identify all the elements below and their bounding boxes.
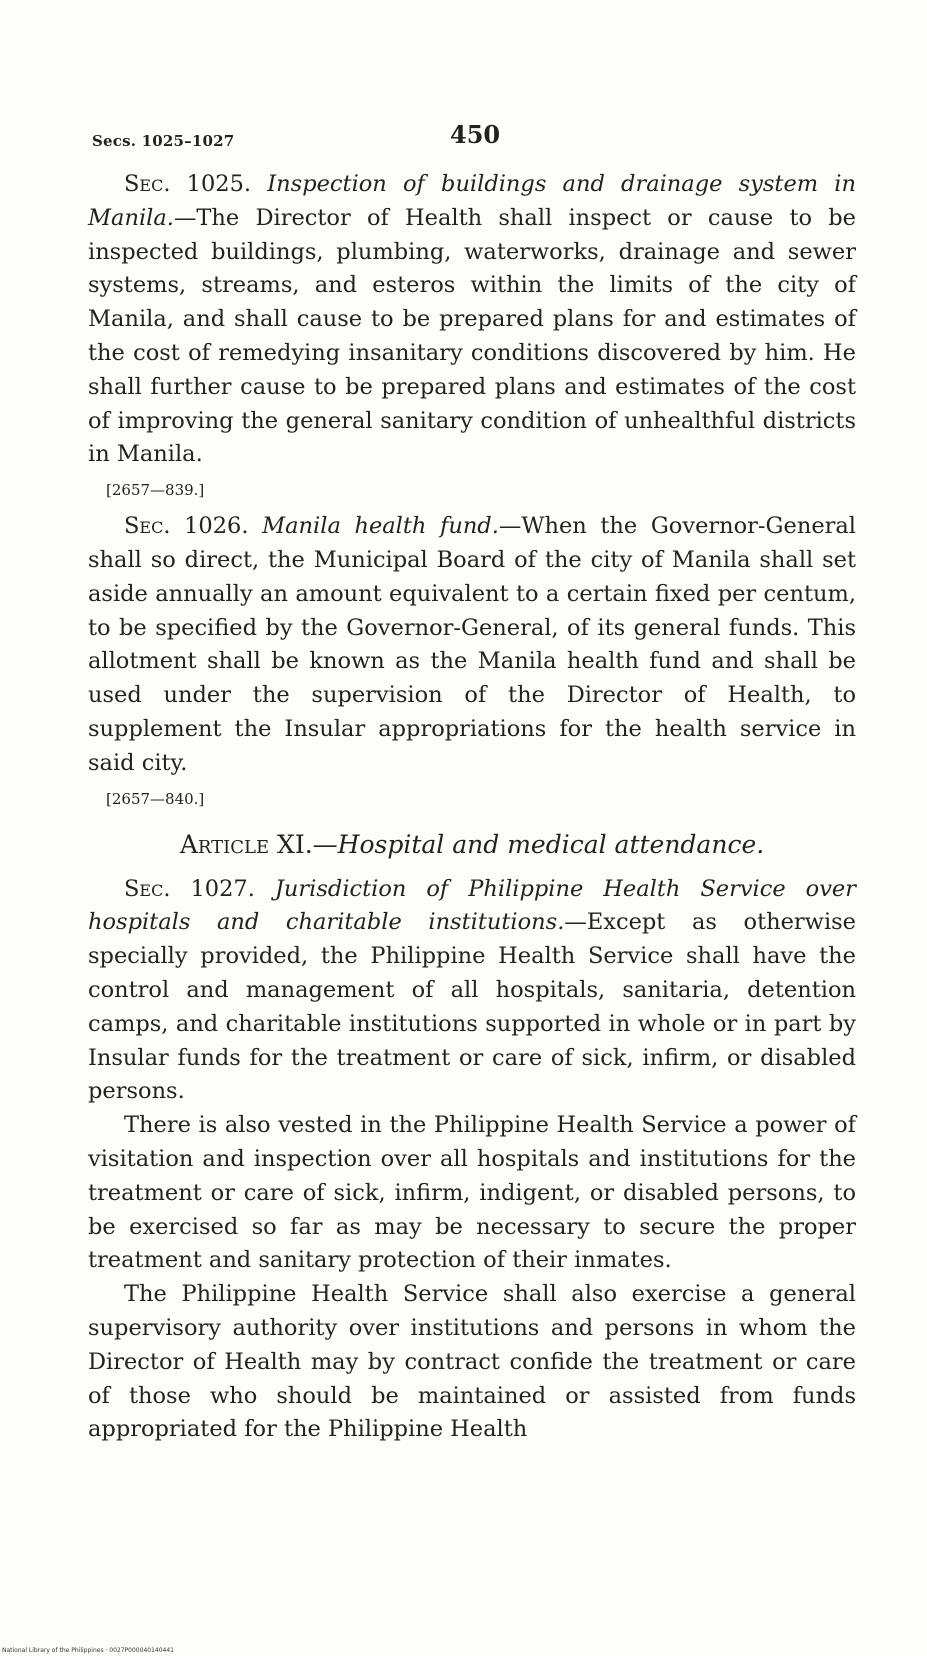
section-text: —Except as otherwise specially provided, the Philippine Health Service shall have the control and management of all hospitals, sanitaria, detention camps, and charitable institutions supported in whole or in part by Insular funds for the treatment or care of sick, infirm, or disabled persons. bbox=[88, 909, 856, 1105]
section-range: Secs. 1025–1027 bbox=[92, 132, 235, 150]
section-title: Manila health fund. bbox=[262, 513, 499, 540]
section-text: —The Director of Health shall inspect or cause to be inspected buildings, plumbing, waterworks, drainage and sewer systems, streams, and esteros within the limits of the city of Manila, and shall cause to be prepared plans for and estimates of the cost of remedying insanitary conditions discovered by him. He shall further cause to be prepared plans and estimates of the cost of improving the general sanitary condition of unhealthful districts in Manila. bbox=[88, 204, 856, 468]
section-1026 bbox=[88, 510, 856, 780]
section-text: —When the Governor-General shall so direct, the Municipal Board of the city of Manila shall set aside annually an amount equivalent to a certain fixed per centum, to be specified by the Governor-General, of its general funds. This allotment shall be known as the Manila health fund and shall be used under the supervision of the Director of Health, to supplement the Insular appropriations for the health service in said city. bbox=[88, 513, 856, 776]
section-title: Inspection of buildings and drainage system in Manila. bbox=[88, 171, 856, 231]
citation-1026: [2657—840.] bbox=[106, 789, 205, 808]
running-head bbox=[92, 120, 852, 160]
section-label: Sec. 1025. bbox=[124, 171, 252, 197]
section-label: Sec. 1027. bbox=[124, 875, 255, 902]
section-1027 bbox=[88, 873, 856, 1110]
scan-footer: National Library of the Philippines · 0027P000040140441 bbox=[2, 1647, 174, 1654]
article-label: Article XI. bbox=[179, 829, 313, 859]
citation-1025: [2657—839.] bbox=[106, 481, 205, 500]
article-heading bbox=[88, 825, 856, 865]
page-number: 450 bbox=[450, 120, 501, 149]
section-title: Jurisdiction of Philippine Health Service over hospitals and charitable institutions. bbox=[88, 875, 856, 936]
page-body bbox=[88, 168, 856, 1447]
section-1027-paragraph-3: The Philippine Health Service shall also exercise a general supervisory authority over institutions and persons in whom the Director of Health may by contract confide the treatment or care of those who should be maintained or assisted from funds appropriated for the Philippine Health bbox=[88, 1281, 856, 1443]
article-title: —Hospital and medical attendance. bbox=[312, 829, 765, 859]
section-1025 bbox=[88, 168, 856, 472]
section-1027-paragraph-2: There is also vested in the Philippine Health Service a power of visitation and inspection over all hospitals and institutions for the treatment or care of sick, infirm, indigent, or disabled persons, to be exercised so far as may be necessary to secure the proper treatment and sanitary protection of their inmates. bbox=[88, 1112, 856, 1274]
section-label: Sec. 1026. bbox=[124, 513, 249, 540]
